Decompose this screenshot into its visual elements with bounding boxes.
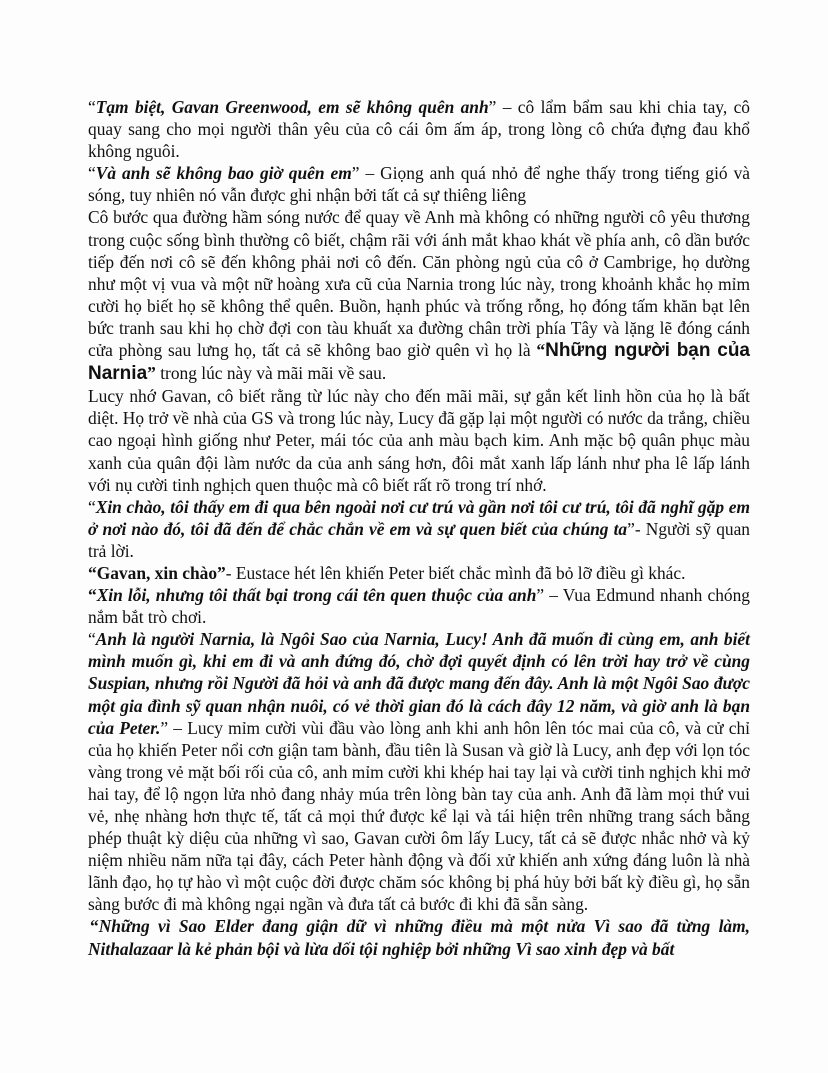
quote-mark: “ — [88, 97, 96, 117]
quote-mark: ” — [160, 717, 169, 738]
dialogue-quote: Xin chào, tôi thấy em đi qua bên ngoài nơi cư trú và gần nơi tôi cư trú, tôi đã nghĩ gặp em ở nơi nào đó, tôi đã đến để chắc chắn về em và sự quen biết của chúng ta — [88, 496, 750, 539]
narration-text: Cô bước qua đường hầm sóng nước để quay về Anh mà không có những người cô yêu thương trong cuộc sống bình thường cô biết, chậm rãi với ánh mắt khao khát về phía anh, cô dần bước tiếp đến nơi cô sẽ đến không phải nơi cô đến. Căn phòng ngủ của cô ở Cambrige, họ dường như một vị vua và một nữ hoàng xưa cũ của Narnia trong lúc này, trong khoảnh khắc họ mỉm cười họ biết họ sẽ không thể quên. Buồn, hạnh phúc và trống rỗng, họ đóng tấm khăn bạt lên bức tranh sau khi họ chờ đợi con tàu khuất xa đường chân trời phía Tây và lặng lẽ đóng cánh cửa phòng sau lưng họ, tất cả sẽ không bao giờ quên vì họ là — [88, 207, 750, 361]
dialogue-quote: Những vì Sao Elder đang giận dữ vì những điều mà một nửa Vì sao đã từng làm, Nithalazaar là kẻ phản bội và lừa dối tội nghiệp bởi những Vì sao xinh đẹp và bất — [88, 916, 750, 959]
narration-text: – Lucy mỉm cười vùi đầu vào lòng anh khi anh hôn lên tóc mai của cô, và cử chỉ của họ khiến Peter nổi cơn giận tam bành, đầu tiên là Susan và giờ là Lucy, anh đẹp với lọn tóc vàng trong vẻ mặt bối rối của cô, anh mỉm cười khi khép hai tay lại và cười tinh nghịch khi mở hai tay, để lộ ngọn lửa nhỏ đang nhảy múa trên lòng bàn tay của anh. Anh đã làm mọi thứ vui vẻ, nhẹ nhàng hơn thực tế, tất cả mọi thứ được kể lại và tái hiện trên những trang sách bằng phép thuật kỳ diệu của những vì sao, Gavan cười ôm lấy Lucy, tất cả sẽ được nhắc nhở và kỷ niệm nhiều năm nữa tại đây, cách Peter hành động và đối xử khiến anh xứng đáng luôn là nhà lãnh đạo, họ tự hào vì một cuộc đời được chăm sóc không bị phá hủy bởi bất kỳ điều gì, họ sẵn sàng bước đi mà không ngại ngần và đưa tất cả bước đi khi đã sẵn sàng. — [88, 717, 751, 915]
narration-text: trong lúc này và mãi mãi về sau. — [155, 363, 387, 384]
paragraph-elder-stars — [88, 915, 750, 959]
paragraph-reply — [88, 162, 750, 206]
quote-mark: ” — [147, 363, 156, 384]
paragraph-farewell — [88, 96, 750, 162]
dialogue-quote: Và anh sẽ không bao giờ quên em — [95, 163, 352, 184]
narration-text: - Người sỹ quan trả lời. — [88, 518, 751, 561]
quote-mark: ” — [627, 518, 635, 539]
paragraph-lucy — [88, 385, 750, 495]
dialogue-quote: Anh là người Narnia, là Ngôi Sao của Narnia, Lucy! Anh đã muốn đi cùng em, anh biết mình muốn gì, khi em đi và anh đứng đó, chờ đợi quyết định có lên trời hay trở về cùng Suspian, nhưng rồi Người đã hỏi và anh đã được mang đến đây. Anh là một Ngôi Sao được một gia đình sỹ quan nhận nuôi, có vẻ thời gian đó là cách đây 12 năm, và giờ anh là bạn của Peter. — [88, 629, 750, 738]
quote-mark: ” — [488, 97, 497, 117]
quote-mark: “ — [90, 916, 99, 937]
paragraph-gavan-star — [88, 628, 750, 915]
quote-mark: ” — [217, 562, 226, 583]
dialogue-quote: Xin lỗi, nhưng tôi thất bại trong cái tên quen thuộc của anh — [96, 585, 537, 606]
paragraph-greeting — [88, 496, 750, 562]
paragraph-eustace — [88, 562, 750, 584]
quote-mark: “ — [88, 562, 97, 583]
highlight-title: Những người bạn của Narnia — [88, 340, 750, 385]
narration-text: – cô lẩm bẩm sau khi chia tay, cô quay sang cho mọi người thân yêu của cô cái ôm ấm áp, trong lòng cô chứa đựng đau khổ không nguôi. — [88, 97, 750, 162]
quote-mark: “ — [536, 340, 546, 361]
quote-mark: ” — [351, 163, 360, 184]
quote-mark: ” — [536, 585, 545, 606]
narration-text: – Giọng anh quá nhỏ để nghe thấy trong tiếng gió và sóng, tuy nhiên nó vẫn được ghi nhận bởi tất cả sự thiêng liêng — [88, 163, 750, 206]
narration-text: Lucy nhớ Gavan, cô biết rằng từ lúc này cho đến mãi mãi, sự gắn kết linh hồn của họ là bất diệt. Họ trở về nhà của GS và trong lúc này, Lucy đã gặp lại một người có nước da trắng, chiều cao ngoại hình giống như Peter, mái tóc của anh màu bạch kim. Anh mặc bộ quân phục màu xanh của quân đội làm nước da của anh sáng hơn, đôi mắt xanh lấp lánh như pha lê lấp lánh với nụ cười tinh nghịch quen thuộc mà cô biết rất rõ trong trí nhớ. — [88, 386, 750, 495]
narration-text: - Eustace hét lên khiến Peter biết chắc mình đã bỏ lỡ điều gì khác. — [225, 562, 686, 583]
quote-mark: “ — [88, 629, 96, 650]
quote-mark: “ — [88, 585, 97, 606]
quote-mark: “ — [88, 496, 96, 517]
paragraph-return — [88, 206, 750, 385]
paragraph-edmund — [88, 584, 750, 628]
dialogue-quote: Tạm biệt, Gavan Greenwood, em sẽ không quên anh — [95, 97, 489, 117]
narration-text: – Vua Edmund nhanh chóng nắm bắt trò chơi. — [88, 585, 751, 628]
quote-mark: “ — [88, 163, 96, 184]
dialogue-quote: Gavan, xin chào — [96, 562, 218, 583]
